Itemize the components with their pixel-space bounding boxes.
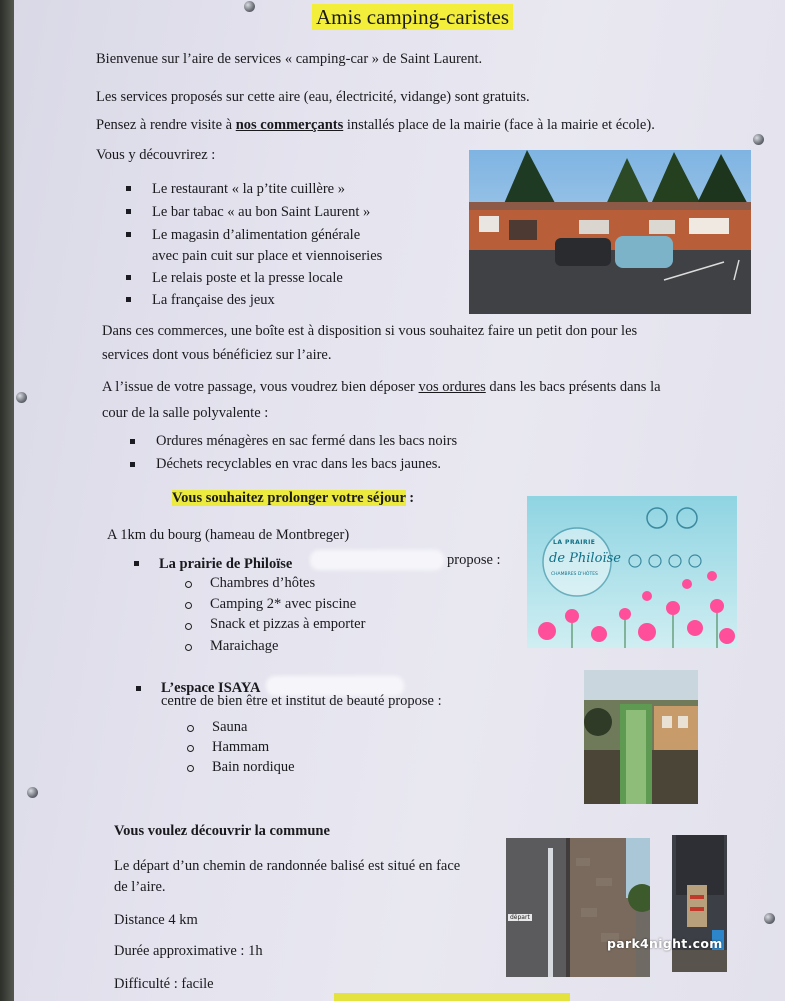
isaya-name: L’espace ISAYA [161,680,261,696]
waste-line: cour de la salle polyvalente : [102,405,269,421]
prairie-item: Snack et pizzas à emporter [210,616,366,632]
logo-main-text: de Philoïse [549,551,621,566]
trail-photo [506,838,650,977]
page-title: Amis camping-caristes [312,4,513,30]
circle-bullet-icon [185,602,192,609]
prairie-item: Maraichage [210,638,279,654]
waste-pre: A l’issue de votre passage, vous voudrez bien déposer [102,379,419,395]
circle-bullet-icon [185,581,192,588]
shop-item-cont: avec pain cuit sur place et viennoiseries [152,248,383,264]
spa-photo [584,670,698,804]
circle-bullet-icon [187,745,194,752]
bullet-icon [134,561,139,566]
circle-bullet-icon [185,644,192,651]
next-heading-highlight [334,993,570,1001]
prairie-propose: propose : [447,552,501,568]
commune-heading: Vous voulez découvrir la commune [114,823,330,839]
logo-bottom-text: CHAMBRES D'HÔTES [551,572,598,577]
isaya-item: Sauna [212,719,248,735]
bullet-icon [130,439,135,444]
prairie-logo-photo [527,496,737,648]
screw-icon [27,787,38,798]
waste-line [102,378,661,396]
screw-icon [244,1,255,12]
shop-item: La française des jeux [152,292,275,308]
commune-text: Le départ d’un chemin de randonnée balisé est situé en face [114,858,461,874]
logo-top-text: LA PRAIRIE [553,539,596,546]
commune-difficulty: Difficulté : facile [114,976,214,992]
wooden-post [0,0,14,1001]
shop-item: Le restaurant « la p’tite cuillère » [152,181,345,197]
screw-icon [753,134,764,145]
donation-line: Dans ces commerces, une boîte est à disposition si vous souhaitez faire un petit don pour les [102,323,638,339]
screw-icon [764,913,775,924]
isaya-desc: centre de bien être et institut de beauté propose : [161,693,442,709]
shop-item: Le magasin d’alimentation générale [152,227,361,243]
bullet-icon [126,232,131,237]
prairie-item: Chambres d’hôtes [210,575,316,591]
services-text: Les services proposés sur cette aire (eau, électricité, vidange) sont gratuits. [96,89,530,105]
prairie-name: La prairie de Philoïse [159,556,293,572]
circle-bullet-icon [185,623,192,630]
prairie-item: Camping 2* avec piscine [210,596,357,612]
bullet-icon [130,462,135,467]
commune-text: de l’aire. [114,879,166,895]
stay-heading-suffix: : [405,490,415,506]
watermark: park4night.com [607,936,723,951]
stay-heading-text: Vous souhaitez prolonger votre séjour [172,490,406,506]
donation-line: services dont vous bénéficiez sur l’aire. [102,347,332,363]
bullet-icon [126,186,131,191]
discover-text: Vous y découvrirez : [96,147,216,163]
redacted-phone [310,550,444,570]
stay-heading [172,489,414,507]
circle-bullet-icon [187,725,194,732]
waste-link-text: vos ordures [418,379,486,395]
bullet-icon [126,209,131,214]
isaya-item: Hammam [212,739,270,755]
welcome-text: Bienvenue sur l’aire de services « camping-car » de Saint Laurent. [96,51,483,67]
signpost-photo [672,835,727,972]
screw-icon [16,392,27,403]
commune-duration: Durée approximative : 1h [114,943,263,959]
visit-text [96,116,655,134]
merchants-link-text: nos commerçants [235,117,344,133]
waste-post: dans les bacs présents dans la [485,379,661,395]
bullet-icon [136,686,141,691]
sign-label: départ [510,914,530,921]
shops-photo [469,150,751,314]
waste-item: Ordures ménagères en sac fermé dans les bacs noirs [156,433,458,449]
shop-item: Le relais poste et la presse locale [152,270,343,286]
circle-bullet-icon [187,765,194,772]
stay-location: A 1km du bourg (hameau de Montbreger) [107,527,350,543]
isaya-item: Bain nordique [212,759,295,775]
bullet-icon [126,275,131,280]
visit-post: installés place de la mairie (face à la mairie et école). [343,117,655,133]
shop-item: Le bar tabac « au bon Saint Laurent » [152,204,371,220]
commune-distance: Distance 4 km [114,912,198,928]
waste-item: Déchets recyclables en vrac dans les bacs jaunes. [156,456,442,472]
bullet-icon [126,297,131,302]
visit-pre: Pensez à rendre visite à [96,117,236,133]
